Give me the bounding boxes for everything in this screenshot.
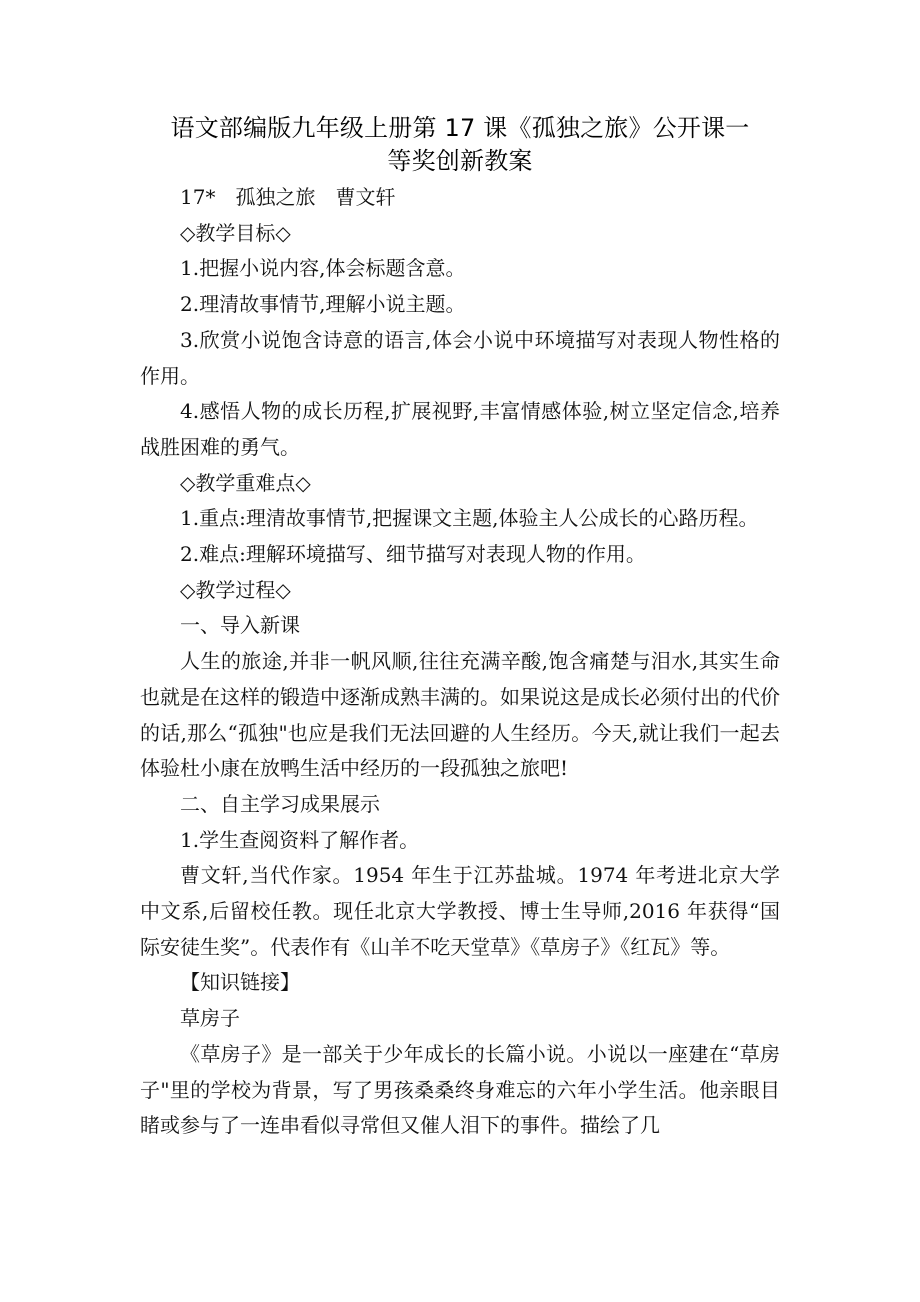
section-heading-objectives: ◇教学目标◇ xyxy=(180,220,291,245)
document-title xyxy=(140,112,780,178)
title-line-1: 语文部编版九年级上册第 17 课《孤独之旅》公开课一 xyxy=(170,114,750,142)
section-heading-key-points: ◇教学重难点◇ xyxy=(180,470,311,495)
objective-item-1: 1.把握小说内容,体会标题含意。 xyxy=(180,256,466,281)
subsection-heading-self-study: 二、自主学习成果展示 xyxy=(180,791,380,816)
key-point-item-2: 2.难点:理解环境描写、细节描写对表现人物的作用。 xyxy=(180,542,646,567)
lesson-heading: 17* 孤独之旅 曹文轩 xyxy=(180,185,396,209)
author-bio-paragraph: 曹文轩,当代作家。1954 年生于江苏盐城。1974 年考进北京大学中文系,后留校任教。现任北京大学教授、博士生导师,2016 年获得“国际安徒生奖”。代表作有《山羊不吃天堂草》《草房子》《红瓦》等。 xyxy=(140,863,780,959)
objective-item-3: 3.欣赏小说饱含诗意的语言,体会小说中环境描写对表现人物性格的作用。 xyxy=(140,327,780,388)
section-heading-process: ◇教学过程◇ xyxy=(180,577,291,602)
book-title: 草房子 xyxy=(180,1006,240,1031)
title-line-2: 等奖创新教案 xyxy=(387,147,533,175)
knowledge-link-heading: 【知识链接】 xyxy=(180,970,300,995)
document-body xyxy=(140,180,780,1144)
subsection-heading-intro: 一、导入新课 xyxy=(180,613,300,638)
self-study-item-1: 1.学生查阅资料了解作者。 xyxy=(180,827,420,852)
objective-item-4: 4.感悟人物的成长历程,扩展视野,丰富情感体验,树立坚定信念,培养战胜困难的勇气。 xyxy=(140,399,780,459)
book-summary-paragraph: 《草房子》是一部关于少年成长的长篇小说。小说以一座建在“草房子"里的学校为背景，写了男孩桑桑终身难忘的六年小学生活。他亲眼目睹或参与了一连串看似寻常但又催人泪下的事件。描绘了几 xyxy=(140,1041,780,1138)
objective-item-2: 2.理清故事情节,理解小说主题。 xyxy=(180,292,466,317)
key-point-item-1: 1.重点:理清故事情节,把握课文主题,体验主人公成长的心路历程。 xyxy=(180,506,759,531)
intro-paragraph: 人生的旅途,并非一帆风顺,往往充满辛酸,饱含痛楚与泪水,其实生命也就是在这样的锻造中逐渐成熟丰满的。如果说这是成长必须付出的代价的话,那么“孤独"也应是我们无法回避的人生经历。今天,就让我们一起去体验杜小康在放鸭生活中经历的一段孤独之旅吧! xyxy=(140,649,780,781)
